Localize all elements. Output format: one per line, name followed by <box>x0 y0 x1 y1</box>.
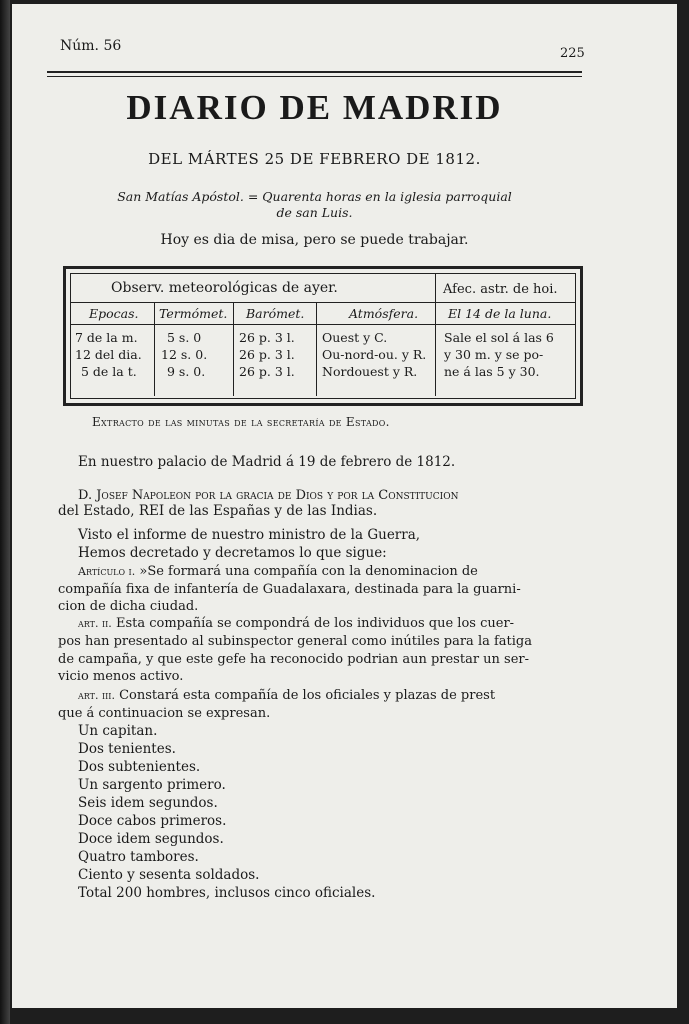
king-line-2: del Estado, REI de las Españas y de las Indias. <box>58 503 378 519</box>
table-divider <box>71 324 575 325</box>
astro-line: Sale el sol á las 6 <box>444 330 554 345</box>
row-baro: 26 p. 3 l. <box>239 364 295 379</box>
row-baro: 26 p. 3 l. <box>239 347 295 362</box>
roster-item: Dos tenientes. <box>78 741 176 757</box>
row-atmos: Nordouest y R. <box>322 364 418 379</box>
row-termo: 12 s. 0. <box>161 347 208 362</box>
art3-line-1 <box>78 687 495 704</box>
top-rule <box>47 71 582 77</box>
header-atmosfera: Atmósfera. <box>349 306 419 321</box>
art2-line-4: vicio menos activo. <box>58 669 184 684</box>
art2-label: art. ii. <box>78 617 112 630</box>
art1-line-3: cion de dicha ciudad. <box>58 599 199 614</box>
art2-text: Esta compañía se compondrá de los individuos que los cuer- <box>115 616 515 631</box>
art1-label: Artículo i. <box>78 565 136 578</box>
saint-line-2: de san Luis. <box>276 205 353 220</box>
header-termometro: Termómet. <box>159 306 228 321</box>
art3-line-2: que á continuacion se expresan. <box>58 706 271 721</box>
art1-text: »Se formará una compañía con la denominacion de <box>139 564 478 579</box>
weather-table <box>63 266 583 406</box>
row-epoca: 7 de la m. <box>75 330 138 345</box>
roster-item: Seis idem segundos. <box>78 795 218 811</box>
table-title: Observ. meteorológicas de ayer. <box>111 280 338 296</box>
visto-line: Visto el informe de nuestro ministro de la Guerra, <box>78 527 421 543</box>
row-epoca: 5 de la t. <box>81 364 137 379</box>
art1-line-2: compañía fixa de infantería de Guadalaxara, destinada para la guarni- <box>58 582 521 597</box>
row-atmos: Ou-nord-ou. y R. <box>322 347 427 362</box>
astro-title: Afec. astr. de hoi. <box>443 282 558 297</box>
masthead: DIARIO DE MADRID <box>126 88 503 127</box>
row-epoca: 12 del dia. <box>75 347 142 362</box>
header-barometro: Barómet. <box>246 306 305 321</box>
astro-line: y 30 m. y se po- <box>444 347 544 362</box>
roster-item: Doce cabos primeros. <box>78 813 227 829</box>
row-termo: 5 s. 0 <box>167 330 202 345</box>
table-divider <box>316 302 317 396</box>
roster-total: Total 200 hombres, inclusos cinco oficiales. <box>78 885 376 901</box>
page-number: 225 <box>560 46 585 61</box>
place-date: En nuestro palacio de Madrid á 19 de febrero de 1812. <box>78 454 456 470</box>
row-termo: 9 s. 0. <box>167 364 206 379</box>
saint-line-1: San Matías Apóstol. = Quarenta horas en la iglesia parroquial <box>117 189 512 204</box>
roster-item: Ciento y sesenta soldados. <box>78 867 260 883</box>
art1-line-1 <box>78 563 478 580</box>
art2-line-3: de campaña, y que este gefe ha reconocido podrian aun prestar un ser- <box>58 652 530 667</box>
section-heading: Extracto de las minutas de la secretaría de Estado. <box>92 415 390 429</box>
astro-line: ne á las 5 y 30. <box>444 364 540 379</box>
hemos-line: Hemos decretado y decretamos lo que sigue: <box>78 545 387 561</box>
roster-item: Un sargento primero. <box>78 777 226 793</box>
row-baro: 26 p. 3 l. <box>239 330 295 345</box>
art2-line-2: pos han presentado al subinspector general como inútiles para la fatiga <box>58 634 532 649</box>
table-divider <box>233 302 234 396</box>
roster-item: Doce idem segundos. <box>78 831 224 847</box>
mass-line: Hoy es dia de misa, pero se puede trabajar. <box>160 232 469 248</box>
king-line-1 <box>78 487 458 504</box>
table-divider <box>154 302 155 396</box>
art3-text: Constará esta compañía de los oficiales y plazas de prest <box>119 688 496 703</box>
roster-item: Quatro tambores. <box>78 849 199 865</box>
book-spine <box>0 0 10 1024</box>
king-line-1-text: D. Josef Napoleon por la gracia de Dios y por la Constitucion <box>78 488 459 503</box>
table-divider <box>435 274 436 396</box>
roster-item: Un capitan. <box>78 723 158 739</box>
art3-label: art. iii. <box>78 689 115 702</box>
art2-line-1 <box>78 615 514 632</box>
header-luna: El 14 de la luna. <box>448 306 552 321</box>
table-divider <box>71 302 575 303</box>
header-epocas: Epocas. <box>89 306 139 321</box>
date-line: DEL MÁRTES 25 DE FEBRERO DE 1812. <box>148 150 481 168</box>
roster-item: Dos subtenientes. <box>78 759 201 775</box>
issue-number: Núm. 56 <box>60 38 122 54</box>
row-atmos: Ouest y C. <box>322 330 388 345</box>
